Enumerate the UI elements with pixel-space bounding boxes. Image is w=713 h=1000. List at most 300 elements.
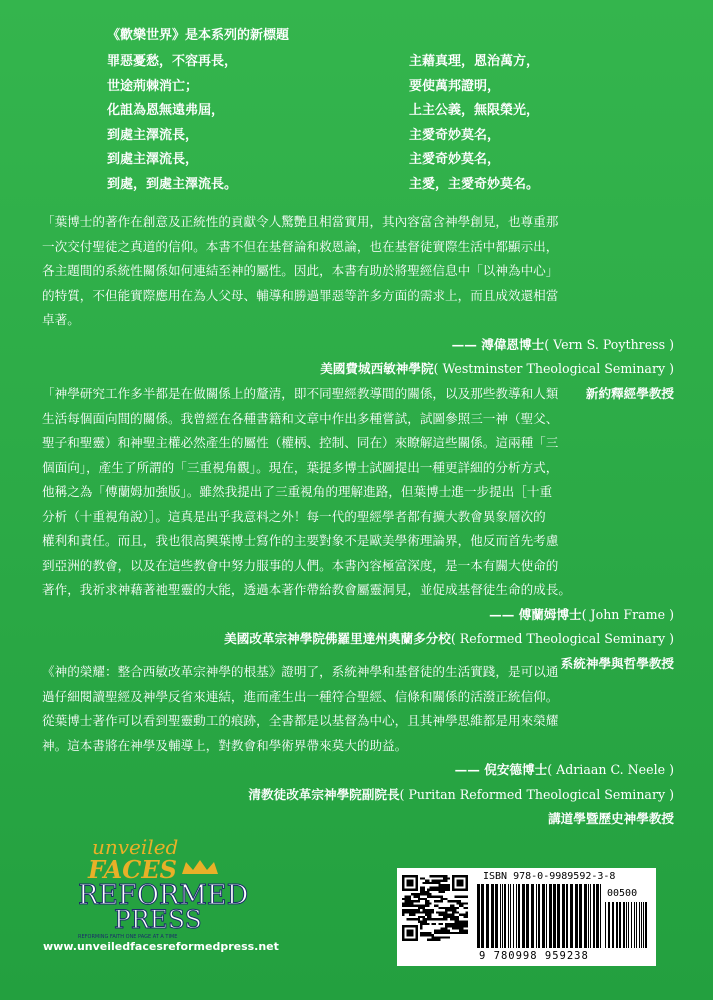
barcode-bar — [588, 884, 589, 948]
qr-module — [452, 932, 454, 934]
qr-module — [443, 936, 445, 938]
qr-module — [411, 918, 413, 920]
qr-module — [418, 898, 420, 900]
qr-module — [443, 916, 445, 918]
logo-press-text: PRESS — [114, 905, 202, 934]
text-line: 權利和責任。而且，我也很高興葉博士寫作的主要對象不是歐美學術理論界，他反而首先考慮 — [42, 533, 559, 548]
qr-module — [436, 939, 438, 941]
qr-module — [457, 911, 459, 913]
qr-module — [448, 909, 450, 911]
barcode-bar — [631, 902, 632, 948]
qr-module — [427, 905, 429, 907]
qr-module — [466, 895, 468, 897]
barcode-bar — [616, 902, 618, 948]
qr-module — [436, 918, 438, 920]
qr-module — [411, 902, 413, 904]
qr-module — [425, 921, 427, 923]
barcode-bar — [495, 884, 498, 948]
qr-module — [466, 930, 468, 932]
barcode-bar — [575, 884, 578, 948]
qr-module — [457, 902, 459, 904]
text-line: 分析（十重視角說）］。這真是出乎我意料之外！每一代的聖經學者都有擴大教會異象層次的 — [42, 508, 546, 524]
qr-module — [454, 923, 456, 925]
qr-module — [448, 889, 450, 891]
qr-module — [438, 884, 440, 886]
crown-icon — [182, 860, 218, 874]
qr-module — [441, 898, 443, 900]
qr-module — [459, 921, 461, 923]
barcode-bar — [590, 884, 591, 948]
qr-module — [418, 900, 420, 902]
poem-line: 要使萬邦證明， — [409, 78, 501, 94]
qr-module — [432, 918, 434, 920]
endorser-chinese-name: —— 傅蘭姆博士 — [489, 606, 582, 622]
qr-module — [457, 932, 459, 934]
barcode-bar — [584, 884, 587, 948]
qr-module — [420, 911, 422, 913]
qr-module — [452, 911, 454, 913]
qr-module — [420, 927, 422, 929]
qr-module — [443, 877, 445, 879]
qr-module — [445, 880, 447, 882]
endorser-latin-name: ( Vern S. Poythress ) — [544, 336, 674, 352]
poem-line: 到處主澤流長， — [107, 127, 199, 143]
text-line: 到亞洲的教會，以及在這些教會中努力服事的人們。本書內容極富深度，是一本有關大使命的 — [42, 557, 559, 573]
barcode-bar — [553, 884, 556, 948]
qr-module — [402, 902, 404, 904]
barcode-bar — [605, 902, 606, 948]
qr-module — [407, 895, 409, 897]
qr-module — [461, 895, 463, 897]
qr-module — [434, 939, 436, 941]
qr-module — [413, 909, 415, 911]
barcode-bar — [623, 902, 625, 948]
qr-module — [418, 921, 420, 923]
endorsement-frame — [42, 382, 674, 676]
qr-module — [434, 936, 436, 938]
qr-module — [409, 898, 411, 900]
qr-module — [404, 905, 406, 907]
isbn-text: ISBN 978-0-9989592-3-8 — [483, 871, 616, 882]
qr-module — [429, 886, 431, 888]
qr-module — [429, 895, 431, 897]
barcode-bar — [531, 884, 534, 948]
qr-module — [429, 939, 431, 941]
qr-module — [452, 925, 454, 927]
qr-module — [409, 911, 411, 913]
qr-module — [445, 932, 447, 934]
qr-module — [445, 889, 447, 891]
qr-module — [422, 898, 424, 900]
qr-module — [436, 875, 438, 877]
qr-module — [436, 900, 438, 902]
qr-module — [407, 918, 409, 920]
qr-module — [429, 918, 431, 920]
qr-module — [434, 875, 436, 877]
qr-module — [438, 889, 440, 891]
barcode-bar — [570, 884, 573, 948]
qr-module — [409, 895, 411, 897]
qr-module — [459, 895, 461, 897]
qr-module — [443, 930, 445, 932]
qr-module — [441, 875, 443, 877]
qr-module — [441, 936, 443, 938]
qr-module — [454, 916, 456, 918]
poem-line: 到處，到處主澤流長。 — [107, 176, 238, 192]
qr-module — [425, 918, 427, 920]
barcode-bar — [596, 884, 599, 948]
qr-module — [409, 900, 411, 902]
qr-module — [461, 921, 463, 923]
qr-module — [459, 932, 461, 934]
endorser-role: 系統神學與哲學教授 — [560, 655, 674, 671]
qr-module — [448, 916, 450, 918]
qr-module — [402, 914, 404, 916]
barcode-bar — [634, 902, 635, 948]
qr-module — [454, 909, 456, 911]
qr-module — [432, 936, 434, 938]
qr-module — [407, 880, 414, 887]
qr-module — [413, 893, 415, 895]
endorser-school — [42, 357, 674, 382]
endorser-name — [42, 333, 674, 358]
qr-module — [448, 925, 450, 927]
qr-module — [429, 916, 431, 918]
poem-line: 主愛奇妙莫名， — [409, 152, 501, 167]
qr-module — [429, 914, 431, 916]
qr-module — [461, 925, 463, 927]
qr-module — [441, 918, 443, 920]
qr-module — [407, 902, 409, 904]
qr-module — [427, 916, 429, 918]
qr-module — [448, 884, 450, 886]
barcode-bar — [508, 884, 509, 948]
poem-section — [0, 0, 713, 190]
qr-module — [427, 895, 429, 897]
qr-module — [454, 925, 456, 927]
text-line: 《神的榮耀：整合西敏改革宗神學的根基》證明了，系統神學和基督徒的生活實踐，是可以通 — [42, 664, 559, 679]
qr-module — [436, 936, 438, 938]
logo-faces-text: FACES — [88, 855, 177, 884]
qr-module — [411, 905, 413, 907]
qr-module — [427, 880, 429, 882]
qr-module — [429, 889, 431, 891]
qr-module — [416, 911, 418, 913]
qr-module — [413, 914, 415, 916]
qr-module — [438, 875, 440, 877]
qr-module — [434, 918, 436, 920]
barcode-bar — [513, 884, 514, 948]
qr-module — [445, 930, 447, 932]
qr-module — [443, 891, 445, 893]
qr-module — [443, 927, 445, 929]
qr-module — [466, 902, 468, 904]
qr-module — [443, 886, 445, 888]
endorser-chinese-name: —— 倪安德博士 — [454, 762, 548, 777]
qr-module — [441, 895, 443, 897]
qr-module — [466, 923, 468, 925]
qr-module — [436, 895, 438, 897]
qr-module — [407, 911, 409, 913]
barcode-bar — [566, 884, 568, 948]
qr-module — [450, 918, 452, 920]
barcode-bar — [557, 884, 560, 948]
qr-module — [411, 893, 413, 895]
endorsement-text — [42, 382, 674, 603]
qr-module — [434, 880, 436, 882]
qr-module — [432, 875, 434, 877]
qr-module — [402, 875, 404, 891]
qr-module — [427, 900, 429, 902]
qr-module — [432, 909, 434, 911]
qr-module — [441, 889, 443, 891]
qr-module — [402, 889, 418, 891]
qr-module — [459, 925, 461, 927]
qr-module — [459, 927, 461, 929]
qr-module — [416, 875, 418, 891]
qr-module — [411, 914, 413, 916]
qr-module — [454, 921, 456, 923]
qr-module — [422, 909, 424, 911]
qr-module — [441, 886, 443, 888]
qr-module — [436, 932, 438, 934]
qr-module — [445, 925, 447, 927]
qr-module — [429, 882, 431, 884]
qr-module — [436, 882, 438, 884]
qr-module — [445, 936, 447, 938]
qr-module — [463, 907, 465, 909]
text-line: 「神學研究工作多半都是在做關係上的釐清，即不同聖經教導間的關係，以及那些教導和人類 — [42, 386, 559, 401]
qr-module — [425, 932, 427, 934]
qr-module — [448, 930, 450, 932]
school-latin: ( Puritan Reformed Theological Seminary ) — [399, 786, 674, 802]
qr-module — [452, 916, 454, 918]
qr-module — [422, 877, 424, 879]
qr-module — [436, 911, 438, 913]
qr-module — [411, 911, 413, 913]
qr-module — [441, 880, 443, 882]
qr-module — [450, 932, 452, 934]
qr-module — [413, 918, 415, 920]
qr-module — [463, 916, 465, 918]
endorsement-text — [42, 660, 674, 758]
qr-module — [461, 905, 463, 907]
qr-module — [409, 905, 411, 907]
qr-module — [466, 916, 468, 918]
qr-module — [404, 902, 406, 904]
qr-module — [418, 893, 420, 895]
qr-module — [425, 934, 427, 936]
barcode-bar — [628, 902, 629, 948]
barcode-bar — [491, 884, 494, 948]
qr-module — [416, 900, 418, 902]
barcode-bar — [636, 902, 637, 948]
qr-module — [413, 895, 415, 897]
qr-module — [420, 877, 422, 879]
qr-module — [434, 895, 436, 897]
qr-module — [443, 880, 445, 882]
qr-module — [413, 900, 415, 902]
qr-module — [434, 900, 436, 902]
qr-module — [416, 893, 418, 895]
qr-module — [425, 900, 427, 902]
qr-module — [450, 909, 452, 911]
qr-module — [448, 936, 450, 938]
qr-module — [432, 889, 434, 891]
qr-module — [425, 914, 427, 916]
qr-module — [457, 925, 459, 927]
qr-module — [441, 927, 443, 929]
qr-module — [441, 911, 443, 913]
qr-module — [427, 909, 429, 911]
qr-module — [422, 905, 424, 907]
text-line: 過仔細閱讀聖經及神學反省來連結，進而產生出一種符合聖經、信條和關係的活潑正統信仰。 — [42, 688, 559, 704]
qr-module — [407, 909, 409, 911]
qr-module — [454, 900, 456, 902]
qr-module — [459, 905, 461, 907]
school-chinese: 美國改革宗神學院佛羅里達州奧蘭多分校 — [224, 631, 451, 646]
poem-title: 《歡樂世界》是本系列的新標題 — [107, 28, 290, 43]
poem-line: 主愛，主愛奇妙莫名。 — [409, 176, 540, 192]
qr-module — [457, 927, 459, 929]
qr-module — [420, 923, 422, 925]
qr-module — [427, 934, 429, 936]
barcode-bar — [549, 884, 552, 948]
qr-module — [459, 923, 461, 925]
qr-module — [422, 923, 424, 925]
qr-module — [434, 889, 436, 891]
qr-module — [434, 886, 436, 888]
qr-module — [438, 939, 440, 941]
barcode-bar — [481, 884, 484, 948]
barcode-bar — [593, 884, 595, 948]
qr-module — [443, 875, 445, 877]
publisher-url[interactable]: www.unveiledfacesreformedpress.net — [43, 940, 279, 953]
text-line: 「葉博士的著作在創意及正統性的貢獻令人驚艷且相當實用，其內容富含神學創見，也尊重那 — [42, 214, 559, 229]
qr-module — [418, 916, 420, 918]
qr-module — [459, 914, 461, 916]
qr-module — [448, 886, 450, 888]
qr-module — [438, 932, 440, 934]
qr-module — [409, 914, 411, 916]
barcode-bar — [639, 902, 640, 948]
qr-module — [443, 932, 445, 934]
qr-module — [420, 905, 422, 907]
qr-module — [420, 893, 422, 895]
qr-module — [466, 914, 468, 916]
qr-module — [445, 914, 447, 916]
qr-module — [445, 886, 447, 888]
qr-module — [432, 882, 434, 884]
qr-module — [438, 907, 440, 909]
qr-module — [402, 925, 404, 941]
qr-module — [463, 930, 465, 932]
barcode-bar — [504, 884, 506, 948]
qr-module — [443, 907, 445, 909]
endorser-role: 新約釋經學教授 — [585, 385, 674, 401]
qr-module — [438, 886, 440, 888]
qr-module — [425, 891, 427, 893]
qr-module — [438, 911, 440, 913]
qr-module — [404, 911, 406, 913]
text-line: 聖子和聖靈）和神聖主權必然產生的屬性（權柄、控制、同在）來瞭解這些關係。這兩種「三 — [42, 435, 559, 450]
qr-module — [448, 932, 450, 934]
poem-line: 到處主澤流長， — [107, 152, 199, 167]
qr-module — [432, 939, 434, 941]
qr-module — [429, 932, 431, 934]
qr-module — [407, 898, 409, 900]
qr-module — [407, 905, 409, 907]
qr-module — [429, 934, 431, 936]
qr-module — [443, 884, 445, 886]
barcode-bar — [502, 884, 503, 948]
qr-module — [422, 893, 424, 895]
barcode-bar — [643, 902, 644, 948]
qr-module — [429, 875, 431, 877]
qr-module — [429, 909, 431, 911]
qr-module — [441, 932, 443, 934]
qr-module — [436, 886, 438, 888]
qr-module — [454, 927, 456, 929]
qr-module — [429, 911, 431, 913]
barcode-bar — [641, 902, 642, 948]
qr-module — [454, 932, 456, 934]
qr-module — [416, 905, 418, 907]
qr-module — [452, 907, 454, 909]
qr-module — [436, 905, 438, 907]
qr-module — [420, 889, 422, 891]
qr-module — [461, 902, 463, 904]
qr-module — [438, 930, 440, 932]
qr-module — [438, 880, 440, 882]
qr-module — [427, 911, 429, 913]
qr-module — [457, 921, 459, 923]
text-line: 神。這本書將在神學及輔導上，對教會和學術界帶來莫大的助益。 — [42, 737, 408, 753]
poem-line: 化詛為恩無遠弗屆， — [107, 103, 225, 118]
qr-module — [422, 882, 424, 884]
barcode-bar — [608, 902, 610, 948]
qr-module — [436, 930, 438, 932]
endorser-chinese-name: —— 溥偉恩博士 — [451, 336, 545, 352]
qr-module — [409, 918, 411, 920]
qr-module — [422, 886, 424, 888]
qr-module — [463, 923, 465, 925]
qr-module — [402, 911, 404, 913]
qr-module — [422, 921, 424, 923]
qr-module — [402, 909, 404, 911]
poem-line: 世途荊棘消亡； — [107, 78, 199, 94]
qr-module — [448, 923, 450, 925]
qr-module — [418, 909, 420, 911]
qr-module — [409, 909, 411, 911]
barcode-bar — [546, 884, 547, 948]
poem-line: 上主公義，無限榮光， — [409, 103, 540, 118]
qr-module — [452, 927, 454, 929]
qr-module — [452, 914, 454, 916]
qr-module — [448, 900, 450, 902]
qr-module — [427, 932, 429, 934]
qr-module — [418, 918, 420, 920]
qr-module — [452, 905, 454, 907]
qr-module — [427, 889, 429, 891]
qr-module — [411, 900, 413, 902]
qr-module — [445, 875, 447, 877]
text-line: 的特質，不但能實際應用在為人父母、輔導和勝過罪惡等許多方面的需求上，而且成效還相當 — [42, 287, 559, 303]
qr-module — [463, 925, 465, 927]
qr-module — [425, 893, 427, 895]
publisher-logo — [70, 830, 250, 940]
school-chinese: 美國費城西敏神學院 — [320, 361, 434, 376]
